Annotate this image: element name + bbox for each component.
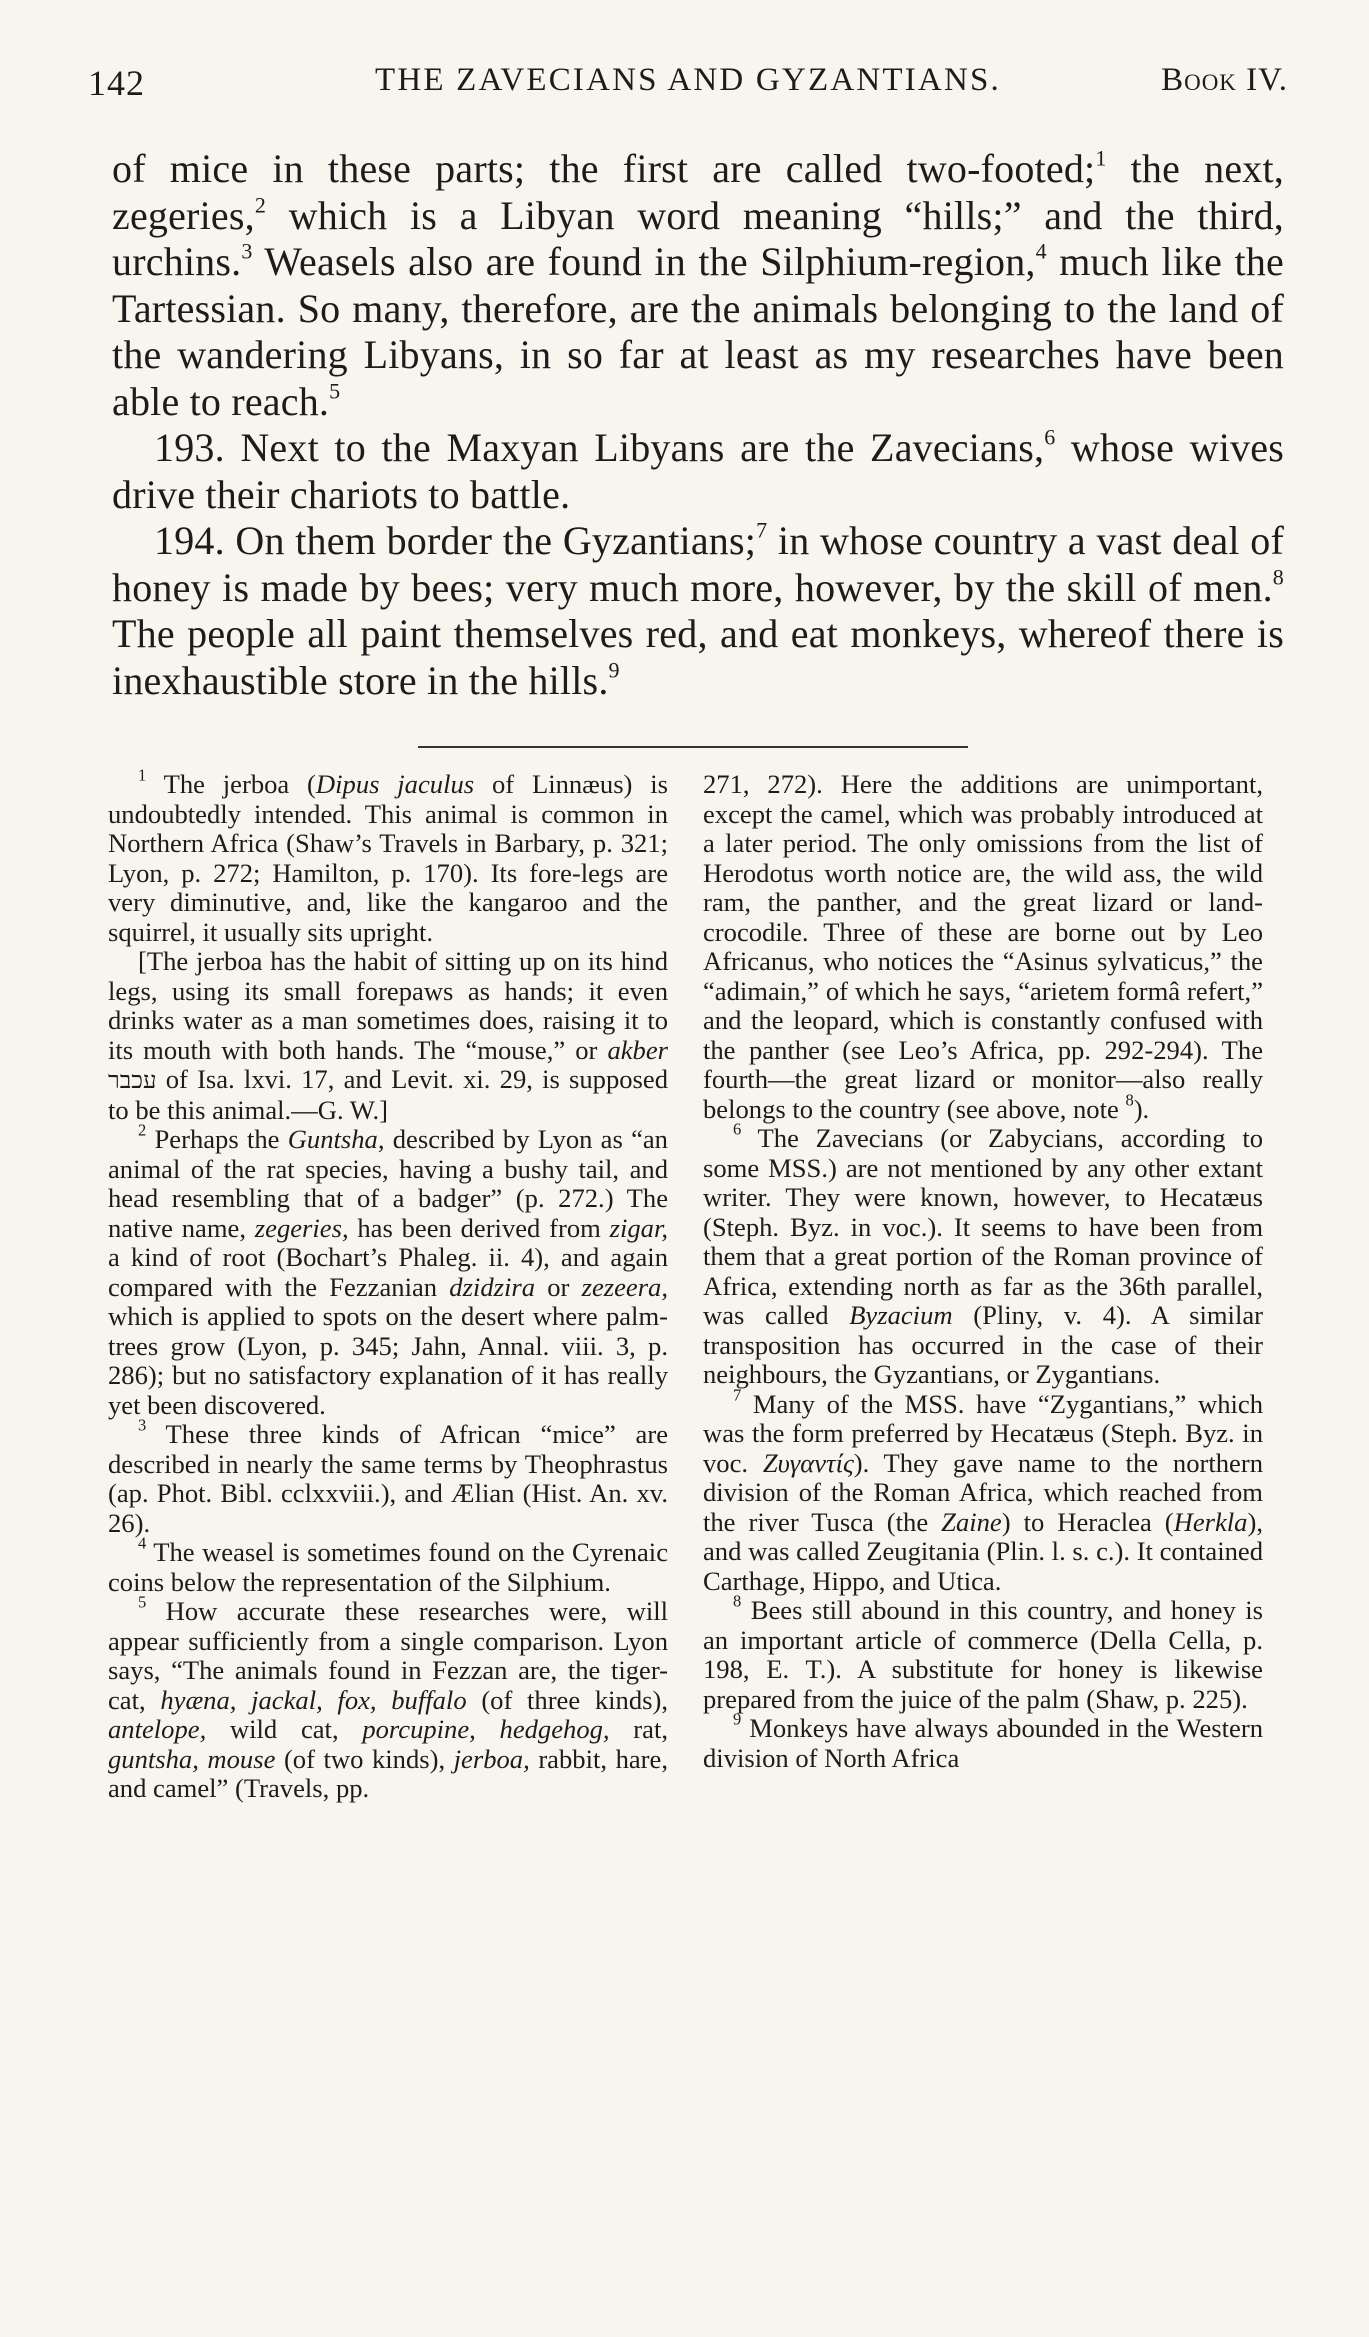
footnote-ref: 4 xyxy=(1035,238,1047,264)
book-label: Book IV. xyxy=(1161,62,1288,98)
footnote-6: $^6$ The Zavecians (or Zabycians, according to some MSS.) are not mentioned by any other extant writer. They were known, however, to Hecatæus (Steph. Byz. in voc.). It seems to have been from them that a great portion of the Roman province of Africa, extending north as far as the 36th parallel, was called Byzacium (Pliny, v. 4). A similar transposition has occurred in the case of their neighbours, the Gyzantians, or Zygantians. xyxy=(703,1119,1263,1389)
footnotes-right-column xyxy=(703,770,1263,1773)
footnotes-left-column xyxy=(108,765,668,1804)
main-paragraph-1: of mice in these parts; the first are called two-footed;$^1$ the next, zegeries,$^2$ which is a Libyan word meaning “hills;” and the third, urchins.$^3$ Weasels also are found in the Silphium-region,$^4$ much like the Tartessian. So many, therefore, are the animals belonging to the land of the wandering Libyans, in so far at least as my researches have been able to reach.$^5$ xyxy=(112,145,1285,424)
main-text xyxy=(112,146,1284,704)
footnote-ref: 6 xyxy=(1044,424,1056,450)
footnote-8: $^8$ Bees still abound in this country, and honey is an important article of commerce (Della Cella, p. 198, E. T.). A substitute for honey is likewise prepared from the juice of the palm (Shaw, p. 225). xyxy=(703,1591,1263,1714)
footnote-ref: 5 xyxy=(329,378,341,403)
footnote-9: $^9$ Monkeys have always abounded in the Western division of North Africa xyxy=(703,1709,1263,1773)
hebrew-word: עכבר xyxy=(108,1066,157,1094)
footnote-ref: 8 xyxy=(1272,564,1284,589)
footnote-ref: 7 xyxy=(756,517,768,543)
footnote-4: $^4$ The weasel is sometimes found on the Cyrenaic coins below the representation of the Silphium. xyxy=(108,1533,668,1597)
running-header xyxy=(88,62,1288,112)
footnote-ref: 9 xyxy=(608,657,620,682)
footnote-ref: 2 xyxy=(254,192,267,217)
footnote-1: $^1$ The jerboa (Dipus jaculus of Linnæus) is undoubtedly intended. This animal is common in Northern Africa (Shaw’s Travels in Barbary, p. 321; Lyon, p. 272; Hamilton, p. 170). Its fore-legs are very diminutive, and, like the kangaroo and the squirrel, it usually sits upright. xyxy=(108,765,668,947)
footnote-5: $^5$ How accurate these researches were, will appear sufficiently from a single comparison. Lyon says, “The animals found in Fezzan are, the tiger-cat, hyæna, jackal, fox, buffalo (of three kinds), antelope, wild cat, porcupine, hedgehog, rat, guntsha, mouse (of two kinds), jerboa, rabbit, hare, and camel” (Travels, pp. xyxy=(108,1592,668,1803)
footnote-7: $^7$ Many of the MSS. have “Zygantians,” which was the form preferred by Hecatæus (Steph. Byz. in voc. Ζυγαντίς). They gave name to the northern division of the Roman Africa, which reached from the river Tusca (the Zaine) to Heraclea (Herkla), and was called Zeugitania (Plin. l. s. c.). It contained Carthage, Hippo, and Utica. xyxy=(703,1385,1263,1596)
footnote-divider xyxy=(418,746,968,748)
main-paragraph-193: 193. Next to the Maxyan Libyans are the Zavecians,$^6$ whose wives drive their chariots to battle. xyxy=(112,424,1284,517)
greek-word: Ζυγαντίς xyxy=(762,1447,854,1478)
page-number: 142 xyxy=(88,63,145,103)
footnote-ref: 1 xyxy=(1095,145,1107,171)
main-paragraph-194: 194. On them border the Gyzantians;$^7$ in whose country a vast deal of honey is made by bees; very much more, however, by the skill of men.$^8$ The people all paint themselves red, and eat monkeys, whereof there is inexhaustible store in the hills.$^9$ xyxy=(112,517,1284,703)
footnote-ref: 3 xyxy=(241,238,253,264)
footnote-3: $^3$ These three kinds of African “mice” are described in nearly the same terms by Theophrastus (ap. Phot. Bibl. cclxxviii.), and Ælian (Hist. An. xv. 26). xyxy=(108,1415,668,1538)
footnote-1-editor-note: [The jerboa has the habit of sitting up on its hind legs, using its small forepaws as hands; it even drinks water as a man sometimes does, raising it to its mouth with both hands. The “mouse,” or akber עכבר of Isa. lxvi. 17, and Levit. xi. 29, is supposed to be this animal.—G. W.] xyxy=(108,946,668,1125)
running-title: THE ZAVECIANS AND GYZANTIANS. xyxy=(374,62,1001,98)
footnote-2: $^2$ Perhaps the Guntsha, described by Lyon as “an animal of the rat species, having a bushy tail, and head resembling that of a badger” (p. 272.) The native name, zegeries, has been derived from zigar, a kind of root (Bochart’s Phaleg. ii. 4), and again compared with the Fezzanian dzidzira or zezeera, which is applied to spots on the desert where palm-trees grow (Lyon, p. 345; Jahn, Annal. viii. 3, p. 286); but no satisfactory explanation of it has really yet been discovered. xyxy=(108,1120,668,1420)
footnote-5-continued: 271, 272). Here the additions are unimportant, except the camel, which was probably introduced at a later period. The only omissions from the list of Herodotus worth notice are, the wild ass, the wild ram, the panther, and the great lizard or land-crocodile. Three of these are borne out by Leo Africanus, who notices the “Asinus sylvaticus,” the “adimain,” of which he says, “arietem formâ refert,” and the leopard, which is constantly confused with the panther (see Leo’s Africa, pp. 292-294). The fourth—the great lizard or monitor—also really belongs to the country (see above, note $^8$). xyxy=(703,769,1263,1124)
